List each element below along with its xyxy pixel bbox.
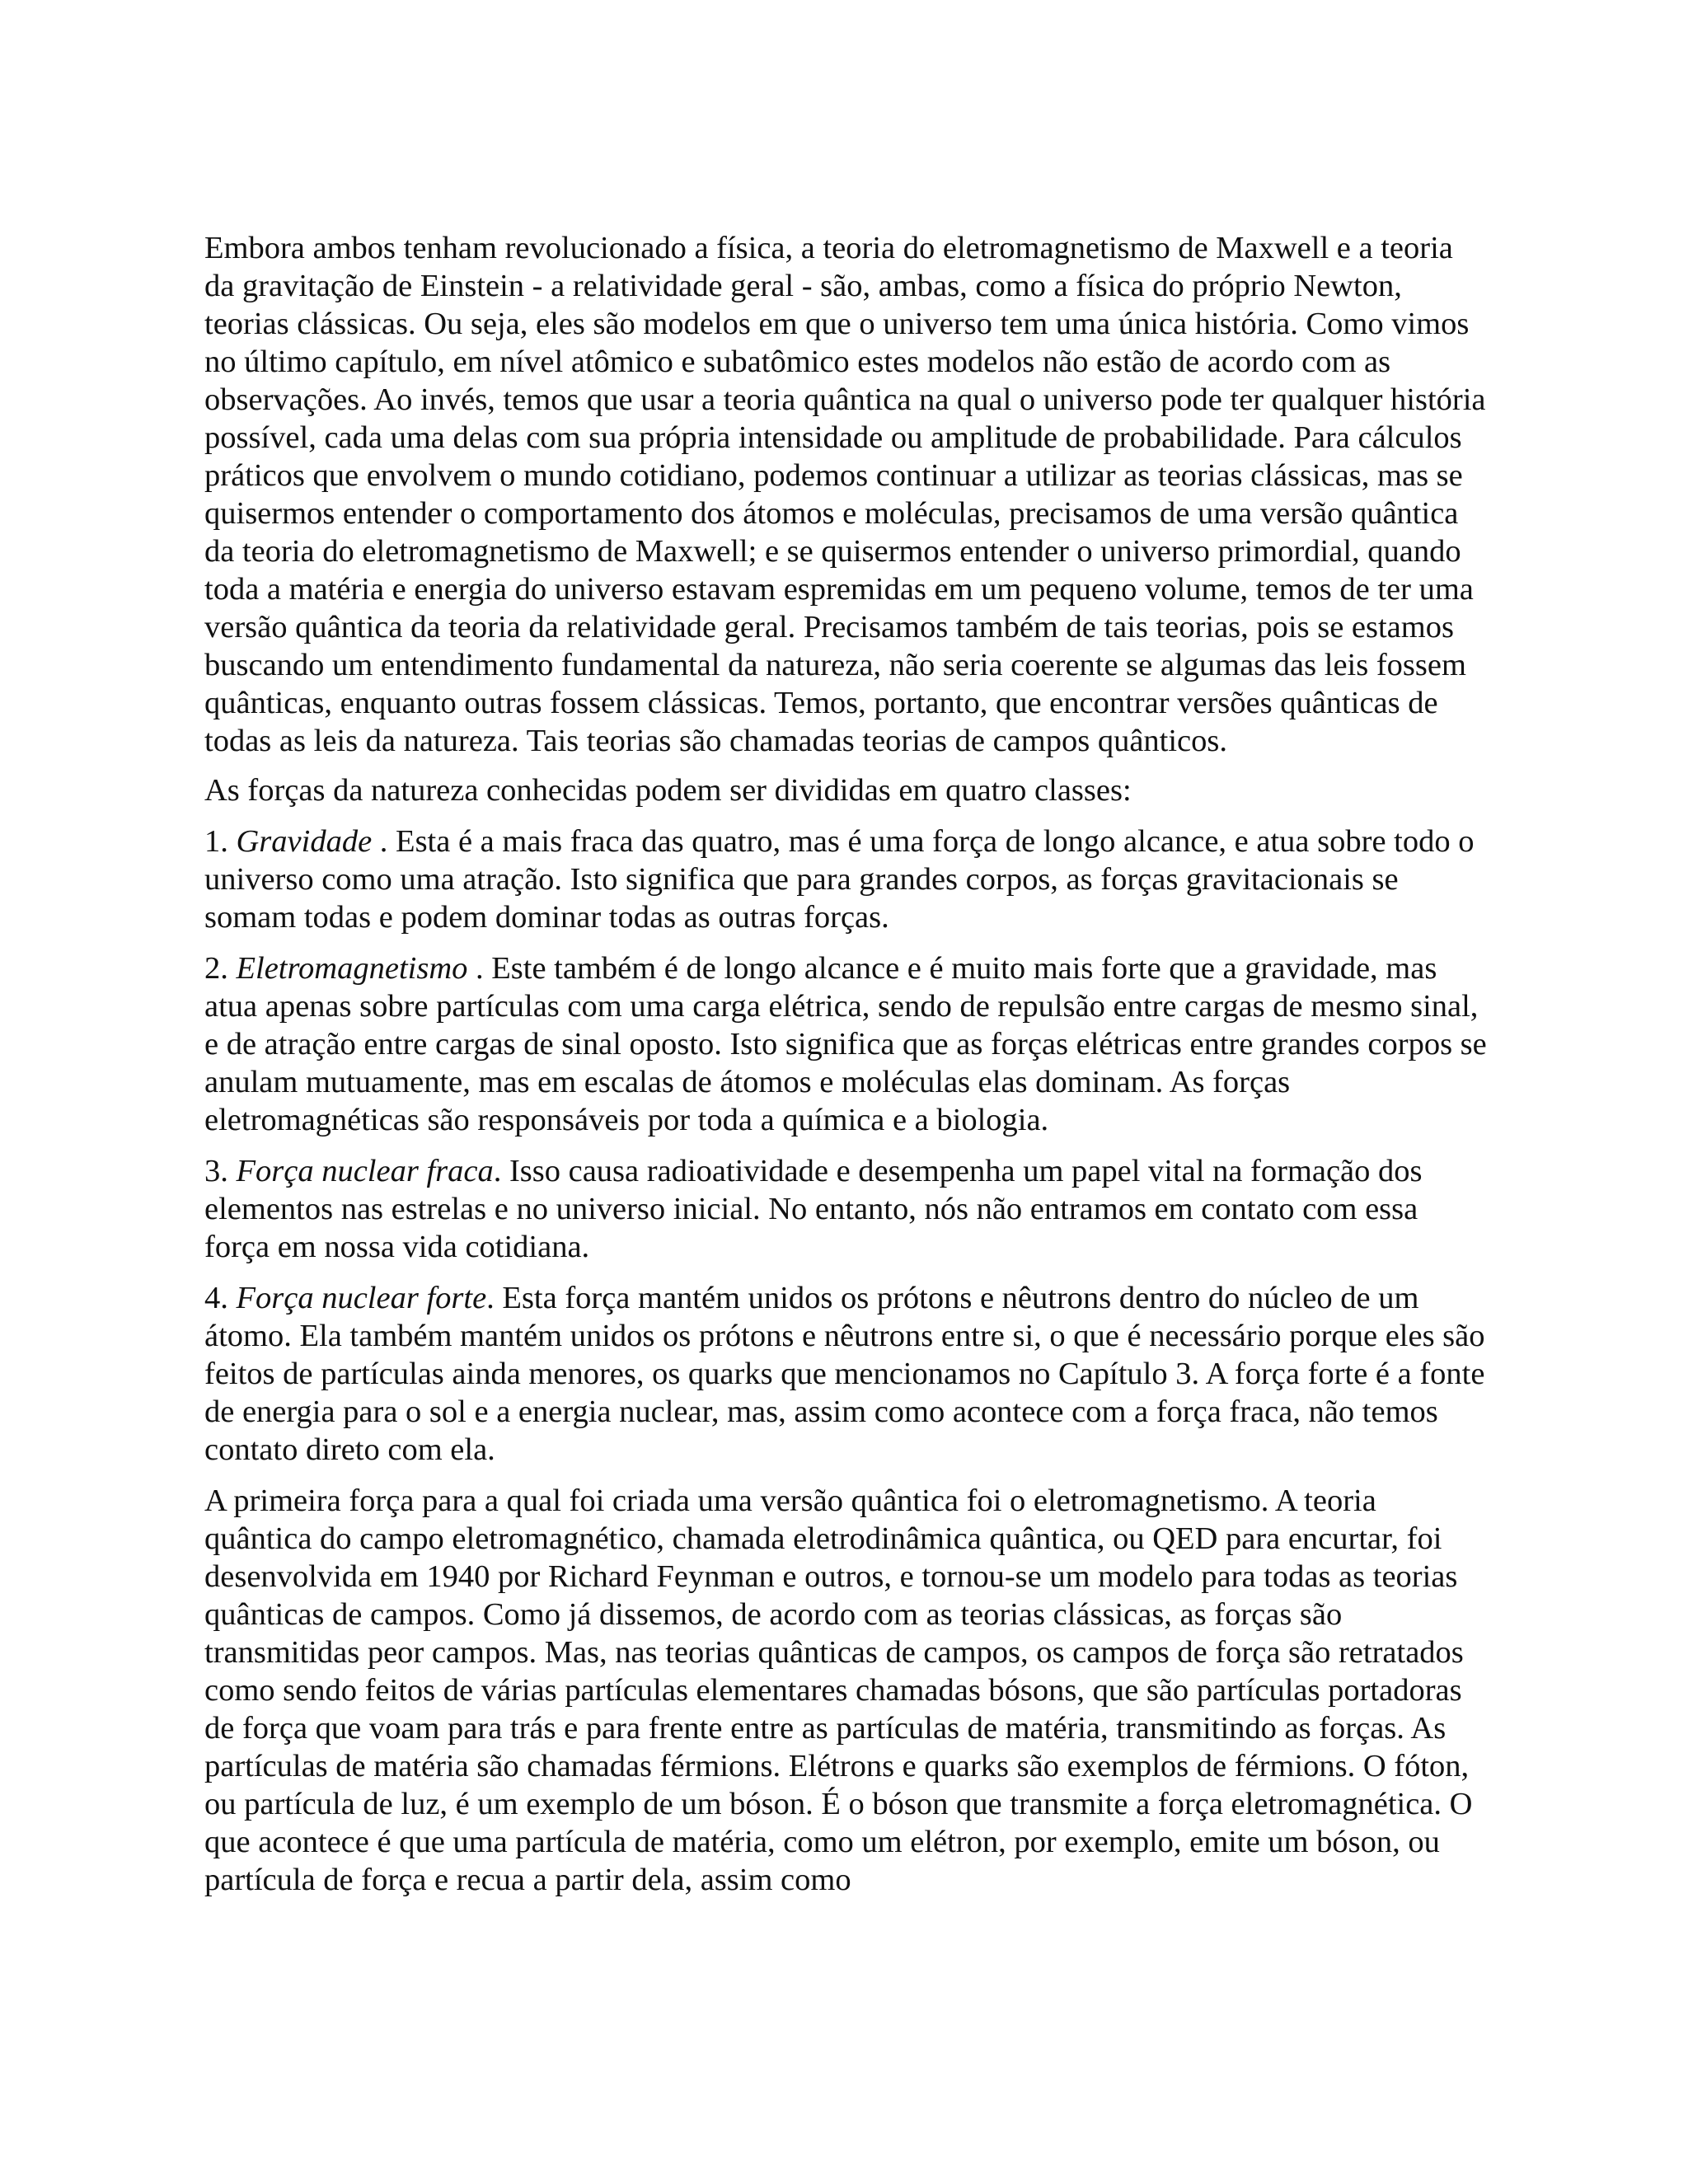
intro-paragraph: Embora ambos tenham revolucionado a física, a teoria do eletromagnetismo de Maxwell e a teoria da gravitação de Einstein - a relatividade geral - são, ambas, como a física do próprio Newton, teorias clássicas. Ou seja, eles são modelos em que o universo tem uma única história. Como vimos no último capítulo, em nível atômico e subatômico estes modelos não estão de acordo com as observações. Ao invés, temos que usar a teoria quântica na qual o universo pode ter qualquer história possível, cada uma delas com sua própria intensidade ou amplitude de probabilidade. Para cálculos práticos que envolvem o mundo cotidiano, podemos continuar a utilizar as teorias clássicas, mas se quisermos entender o comportamento dos átomos e moléculas, precisamos de uma versão quântica da teoria do eletromagnetismo de Maxwell; e se quisermos entender o universo primordial, quando toda a matéria e energia do universo estavam espremidas em um pequeno volume, temos de ter uma versão quântica da teoria da relatividade geral. Precisamos também de tais teorias, pois se estamos buscando um entendimento fundamental da natureza, não seria coerente se algumas das leis fossem quânticas, enquanto outras fossem clássicas. Temos, portanto, que encontrar versões quânticas de todas as leis da natureza. Tais teorias são chamadas teorias de campos quânticos.: [204, 231, 1486, 758]
force-number: 1.: [204, 824, 228, 859]
force-description: . Esta força mantém unidos os prótons e nêutrons dentro do núcleo de um átomo. Ela também mantém unidos os prótons e nêutrons entre si, o que é necessário porque eles são feitos de partículas ainda menores, os quarks que mencionamos no Capítulo 3. A força forte é a fonte de energia para o sol e a energia nuclear, mas, assim como acontece com a força fraca, não temos contato direto com ela.: [204, 1281, 1485, 1467]
qed-paragraph: A primeira força para a qual foi criada uma versão quântica foi o eletromagnetismo. A teoria quântica do campo eletromagnético, chamada eletrodinâmica quântica, ou QED para encurtar, foi desenvolvida em 1940 por Richard Feynman e outros, e tornou-se um modelo para todas as teorias quânticas de campos. Como já dissemos, de acordo com as teorias clássicas, as forças são transmitidas peor campos. Mas, nas teorias quânticas de campos, os campos de força são retratados como sendo feitos de várias partículas elementares chamadas bósons, que são partículas portadoras de força que voam para trás e para frente entre as partículas de matéria, transmitindo as forças. As partículas de matéria são chamadas férmions. Elétrons e quarks são exemplos de férmions. O fóton, ou partícula de luz, é um exemplo de um bóson. É o bóson que transmite a força eletromagnética. O que acontece é que uma partícula de matéria, como um elétron, por exemplo, emite um bóson, ou partícula de força e recua a partir dela, assim como: [204, 1483, 1473, 1897]
forces-intro-paragraph: As forças da natureza conhecidas podem ser divididas em quatro classes:: [204, 773, 1132, 808]
force-description: . Esta é a mais fraca das quatro, mas é uma força de longo alcance, e atua sobre todo o universo como uma atração. Isto significa que para grandes corpos, as forças gravitacionais se somam todas e podem dominar todas as outras forças.: [204, 824, 1475, 935]
force-description: . Este também é de longo alcance e é muito mais forte que a gravidade, mas atua apenas sobre partículas com uma carga elétrica, sendo de repulsão entre cargas de mesmo sinal, e de atração entre cargas de sinal oposto. Isto significa que as forças elétricas entre grandes corpos se anulam mutuamente, mas em escalas de átomos e moléculas elas dominam. As forças eletromagnéticas são responsáveis por toda a química e a biologia.: [204, 951, 1487, 1137]
force-item-strong-nuclear: [204, 1279, 1490, 1469]
force-number: 3.: [204, 1154, 228, 1188]
force-term: Força nuclear fraca: [236, 1154, 494, 1188]
force-number: 2.: [204, 951, 228, 986]
document-page: [204, 229, 1490, 1912]
force-item-weak-nuclear: [204, 1152, 1490, 1266]
force-term: Eletromagnetismo: [236, 951, 468, 986]
force-number: 4.: [204, 1281, 228, 1315]
force-item-gravity: [204, 823, 1490, 936]
force-term: Força nuclear forte: [236, 1281, 487, 1315]
force-term: Gravidade: [236, 824, 373, 859]
force-item-electromagnetism: [204, 949, 1490, 1139]
force-description: . Isso causa radioatividade e desempenha um papel vital na formação dos elementos nas estrelas e no universo inicial. No entanto, nós não entramos em contato com essa força em nossa vida cotidiana.: [204, 1154, 1423, 1264]
